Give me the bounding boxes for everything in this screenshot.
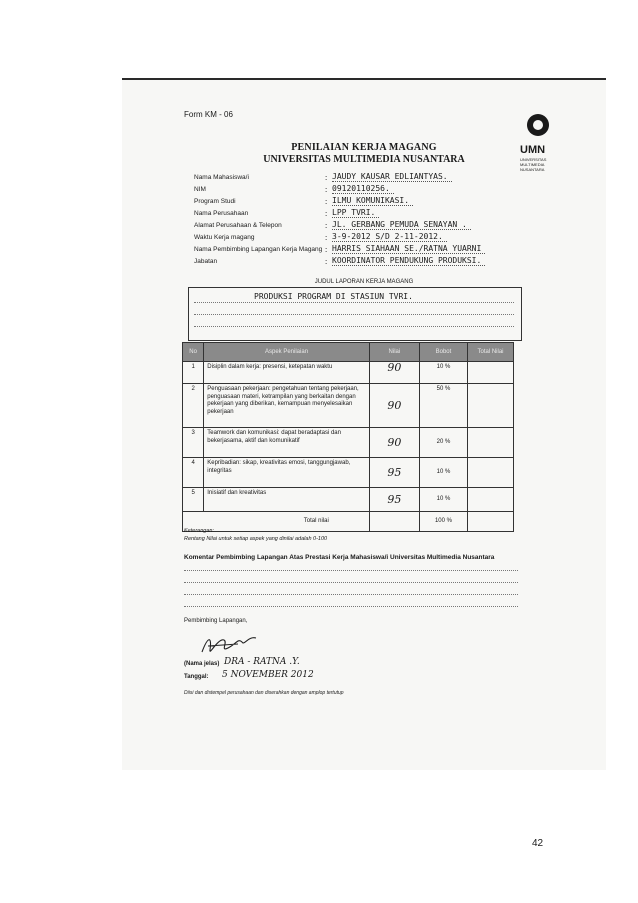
row-total-cell — [468, 458, 514, 488]
form-title: PENILAIAN KERJA MAGANG — [291, 142, 437, 153]
row-weight: 20 % — [419, 428, 467, 458]
table-row — [183, 362, 514, 384]
row-score: 90 — [369, 428, 419, 458]
field-label-jabatan: Jabatan — [194, 258, 218, 265]
page-number: 42 — [532, 838, 544, 849]
row-no: 4 — [183, 458, 204, 488]
row-weight: 10 % — [419, 458, 467, 488]
row-weight: 10 % — [419, 488, 467, 512]
dotted-line — [184, 606, 518, 607]
total-score-cell — [369, 512, 419, 532]
scanned-form — [122, 78, 606, 770]
row-total-cell — [468, 362, 514, 384]
field-value-pembimbing: HARRIS SIAHAAN SE./RATNA YUARNI — [332, 244, 485, 254]
field-value-waktu: 3-9-2012 S/D 2-11-2012. — [332, 232, 447, 242]
row-aspect: Kepribadian: sikap, kreativitas emosi, tanggungjawab, integritas — [204, 458, 370, 488]
logo-name: UMN — [520, 144, 546, 156]
keterangan-text: Rentang Nilai untuk setiap aspek yang dinilai adalah 0-100 — [184, 536, 328, 542]
total-label: Total nilai — [183, 512, 370, 532]
table-row — [183, 458, 514, 488]
field-label-nama: Nama Mahasiswa/i — [194, 174, 249, 181]
field-label-waktu: Waktu Kerja magang — [194, 234, 255, 241]
header-nilai: Nilai — [369, 343, 419, 362]
field-label-nim: NIM — [194, 186, 206, 193]
dotted-line — [184, 570, 518, 571]
header-no: No — [183, 343, 204, 362]
row-weight: 50 % — [419, 384, 467, 428]
field-value-prodi: ILMU KOMUNIKASI. — [332, 196, 413, 206]
colon: : — [325, 245, 328, 254]
komentar-label: Komentar Pembimbing Lapangan Atas Prestasi Kerja Mahasiswa/i Universitas Multimedia Nusantara — [184, 554, 495, 561]
assessment-table — [182, 342, 514, 532]
row-total-cell — [468, 488, 514, 512]
total-weight: 100 % — [419, 512, 467, 532]
row-total-cell — [468, 384, 514, 428]
row-score: 95 — [369, 458, 419, 488]
footer-note: Diisi dan distempel perusahaan dan diserahkan dengan amplop tertutup — [184, 690, 344, 696]
row-score: 95 — [369, 488, 419, 512]
field-value-jabatan: KOORDINATOR PENDUKUNG PRODUKSI. — [332, 256, 485, 266]
judul-label: JUDUL LAPORAN KERJA MAGANG — [314, 279, 414, 285]
row-aspect: Inisiatif dan kreativitas — [204, 488, 370, 512]
table-row — [183, 428, 514, 458]
row-no: 3 — [183, 428, 204, 458]
field-label-perusahaan: Nama Perusahaan — [194, 210, 249, 217]
field-label-prodi: Program Studi — [194, 198, 236, 205]
colon: : — [325, 173, 328, 182]
logo-subtext: UNIVERSITAS MULTIMEDIA NUSANTARA — [520, 157, 547, 172]
row-score: 90 — [369, 362, 419, 384]
row-aspect: Teamwork dan komunikasi: dapat beradaptasi dan bekerjasama, aktif dan komunikatif — [204, 428, 370, 458]
colon: : — [325, 221, 328, 230]
colon: : — [325, 209, 328, 218]
dotted-line — [184, 582, 518, 583]
header-aspek: Aspek Penilaian — [204, 343, 370, 362]
dotted-line — [194, 314, 514, 315]
tanggal-label: Tanggal: — [184, 674, 209, 680]
row-no: 2 — [183, 384, 204, 428]
row-no: 5 — [183, 488, 204, 512]
colon: : — [325, 197, 328, 206]
field-value-perusahaan: LPP TVRI. — [332, 208, 379, 218]
field-label-alamat: Alamat Perusahaan & Telepon — [194, 222, 282, 229]
pembimbing-label: Pembimbing Lapangan, — [184, 618, 248, 624]
row-no: 1 — [183, 362, 204, 384]
row-aspect: Penguasaan pekerjaan: pengetahuan tentang pekerjaan, penguasaan materi, ketrampilan yang berkaitan dengan pekerjaan yang diberikan, kemampuan menyelesaikan pekerjaan — [204, 384, 370, 428]
row-total-cell — [468, 428, 514, 458]
keterangan-label: Keterangan: — [184, 528, 214, 534]
form-code: Form KM - 06 — [184, 110, 233, 119]
total-row — [183, 512, 514, 532]
header-total: Total Nilai — [468, 343, 514, 362]
umn-logo-icon — [527, 114, 549, 136]
row-weight: 10 % — [419, 362, 467, 384]
total-value-cell — [468, 512, 514, 532]
form-subtitle: UNIVERSITAS MULTIMEDIA NUSANTARA — [263, 154, 465, 165]
nama-label: (Nama jelas) — [184, 661, 220, 667]
colon: : — [325, 233, 328, 242]
field-label-pembimbing: Nama Pembimbing Lapangan Kerja Magang — [194, 246, 323, 253]
field-value-nim: 09120110256. — [332, 184, 394, 194]
row-score: 90 — [369, 384, 419, 428]
dotted-line — [194, 302, 514, 303]
header-bobot: Bobot — [419, 343, 467, 362]
dotted-line — [184, 594, 518, 595]
table-row — [183, 384, 514, 428]
field-value-nama: JAUDY KAUSAR EDLIANTYAS. — [332, 172, 452, 182]
colon: : — [325, 257, 328, 266]
tanggal-value: 5 NOVEMBER 2012 — [222, 670, 314, 680]
judul-value: PRODUKSI PROGRAM DI STASIUN TVRI. — [254, 292, 413, 301]
field-value-alamat: JL. GERBANG PEMUDA SENAYAN . — [332, 220, 471, 230]
nama-value: DRA - RATNA .Y. — [224, 657, 300, 667]
dotted-line — [194, 326, 514, 327]
signature-icon — [198, 632, 268, 658]
row-aspect: Disiplin dalam kerja: presensi, ketepatan waktu — [204, 362, 370, 384]
colon: : — [325, 185, 328, 194]
table-row — [183, 488, 514, 512]
